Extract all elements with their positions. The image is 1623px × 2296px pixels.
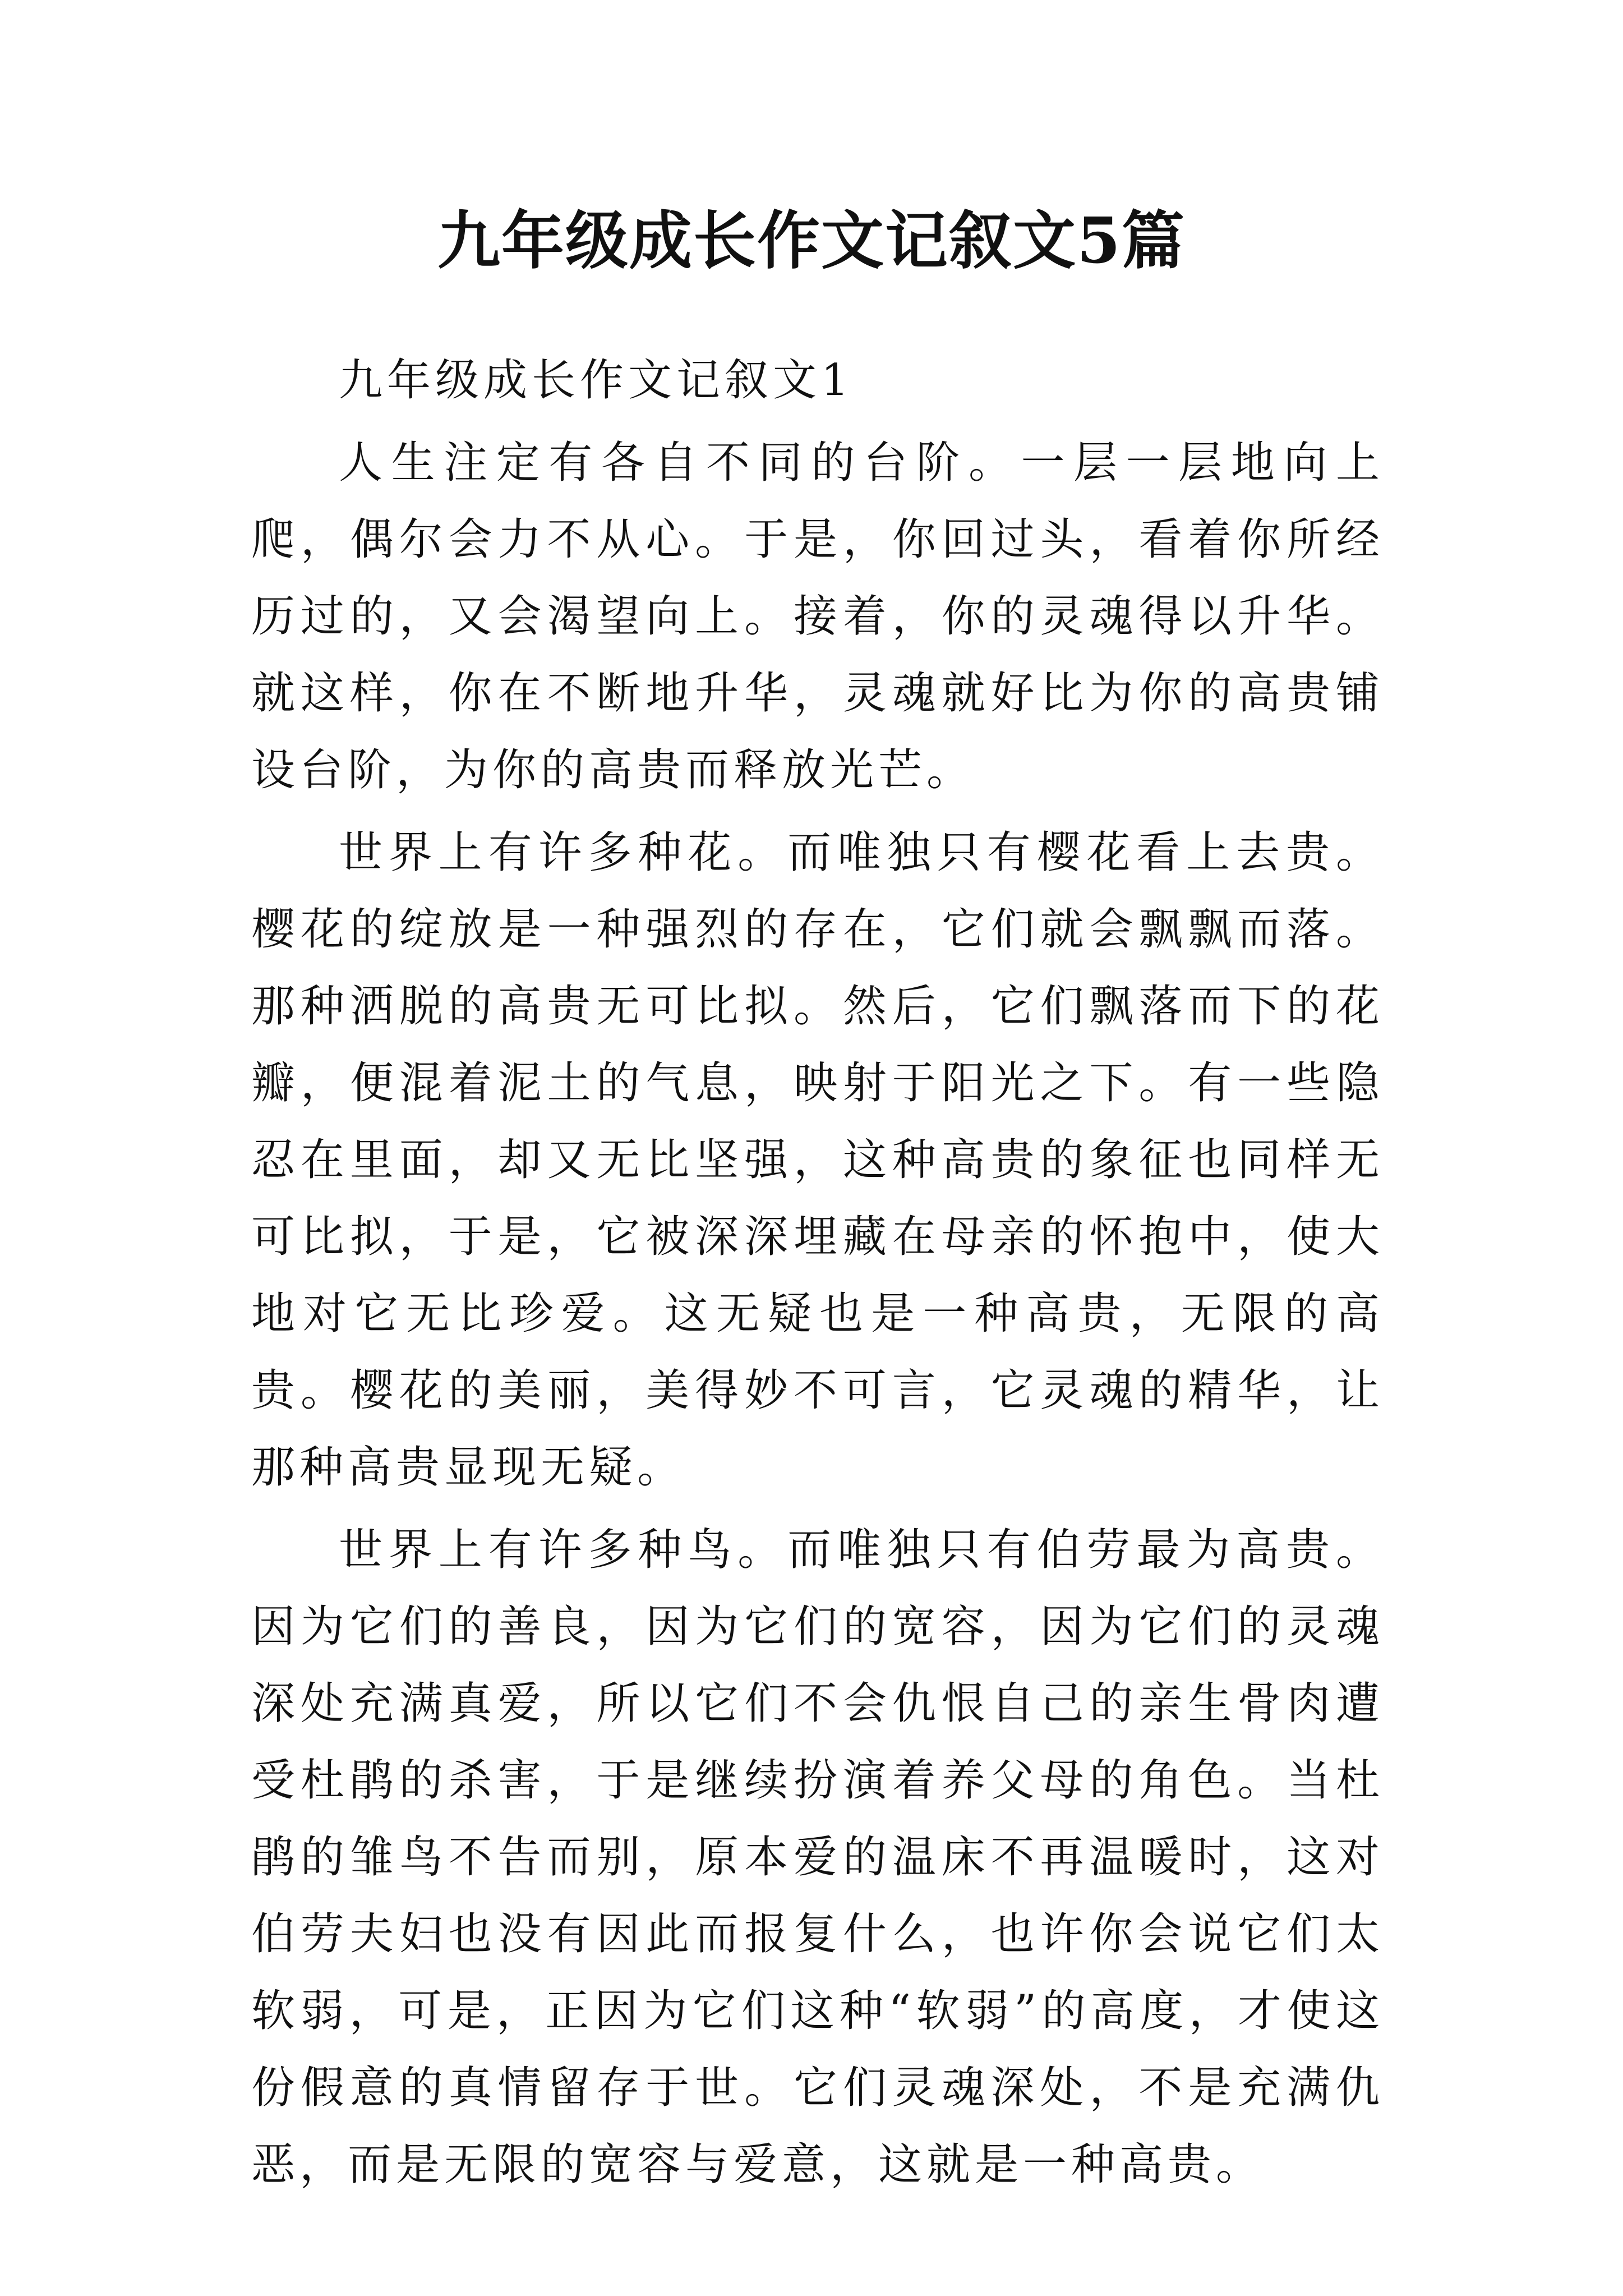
section-heading: 九年级成长作文记叙文1 — [339, 355, 854, 406]
paragraph: 世界上有许多种鸟。而唯独只有伯劳最为高贵。因为它们的善良，因为它们的宽容，因为它们的灵魂深处充满真爱，所以它们不会仇恨自己的亲生骨肉遭受杜鹃的杀害，于是继续扮演着养父母的角色。当杜鹃的雏鸟不告而别，原本爱的温床不再温暖时，这对伯劳夫妇也没有因此而报复什么，也许你会说它们太软弱，可是，正因为它们这种“软弱”的高度，才使这份假意的真情留存于世。它们灵魂深处，不是充满仇恶，而是无限的宽容与爱意，这就是一种高贵。 — [251, 1525, 1384, 2190]
paragraph: 世界上有许多种花。而唯独只有樱花看上去贵。樱花的绽放是一种强烈的存在，它们就会飘飘而落。那种洒脱的高贵无可比拟。然后，它们飘落而下的花瓣，便混着泥土的气息，映射于阳光之下。有一些隐忍在里面，却又无比坚强，这种高贵的象征也同样无可比拟，于是，它被深深埋藏在母亲的怀抱中，使大地对它无比珍爱。这无疑也是一种高贵，无限的高贵。樱花的美丽，美得妙不可言，它灵魂的精华，让那种高贵显现无疑。 — [251, 827, 1384, 1493]
document-body — [251, 342, 1384, 2203]
paragraph: 人生注定有各自不同的台阶。一层一层地向上爬，偶尔会力不从心。于是，你回过头，看着你所经历过的，又会渴望向上。接着，你的灵魂得以升华。就这样，你在不断地升华，灵魂就好比为你的高贵铺设台阶，为你的高贵而释放光芒。 — [251, 438, 1384, 795]
document-title: 九年级成长作文记叙文5篇 — [437, 204, 1186, 278]
